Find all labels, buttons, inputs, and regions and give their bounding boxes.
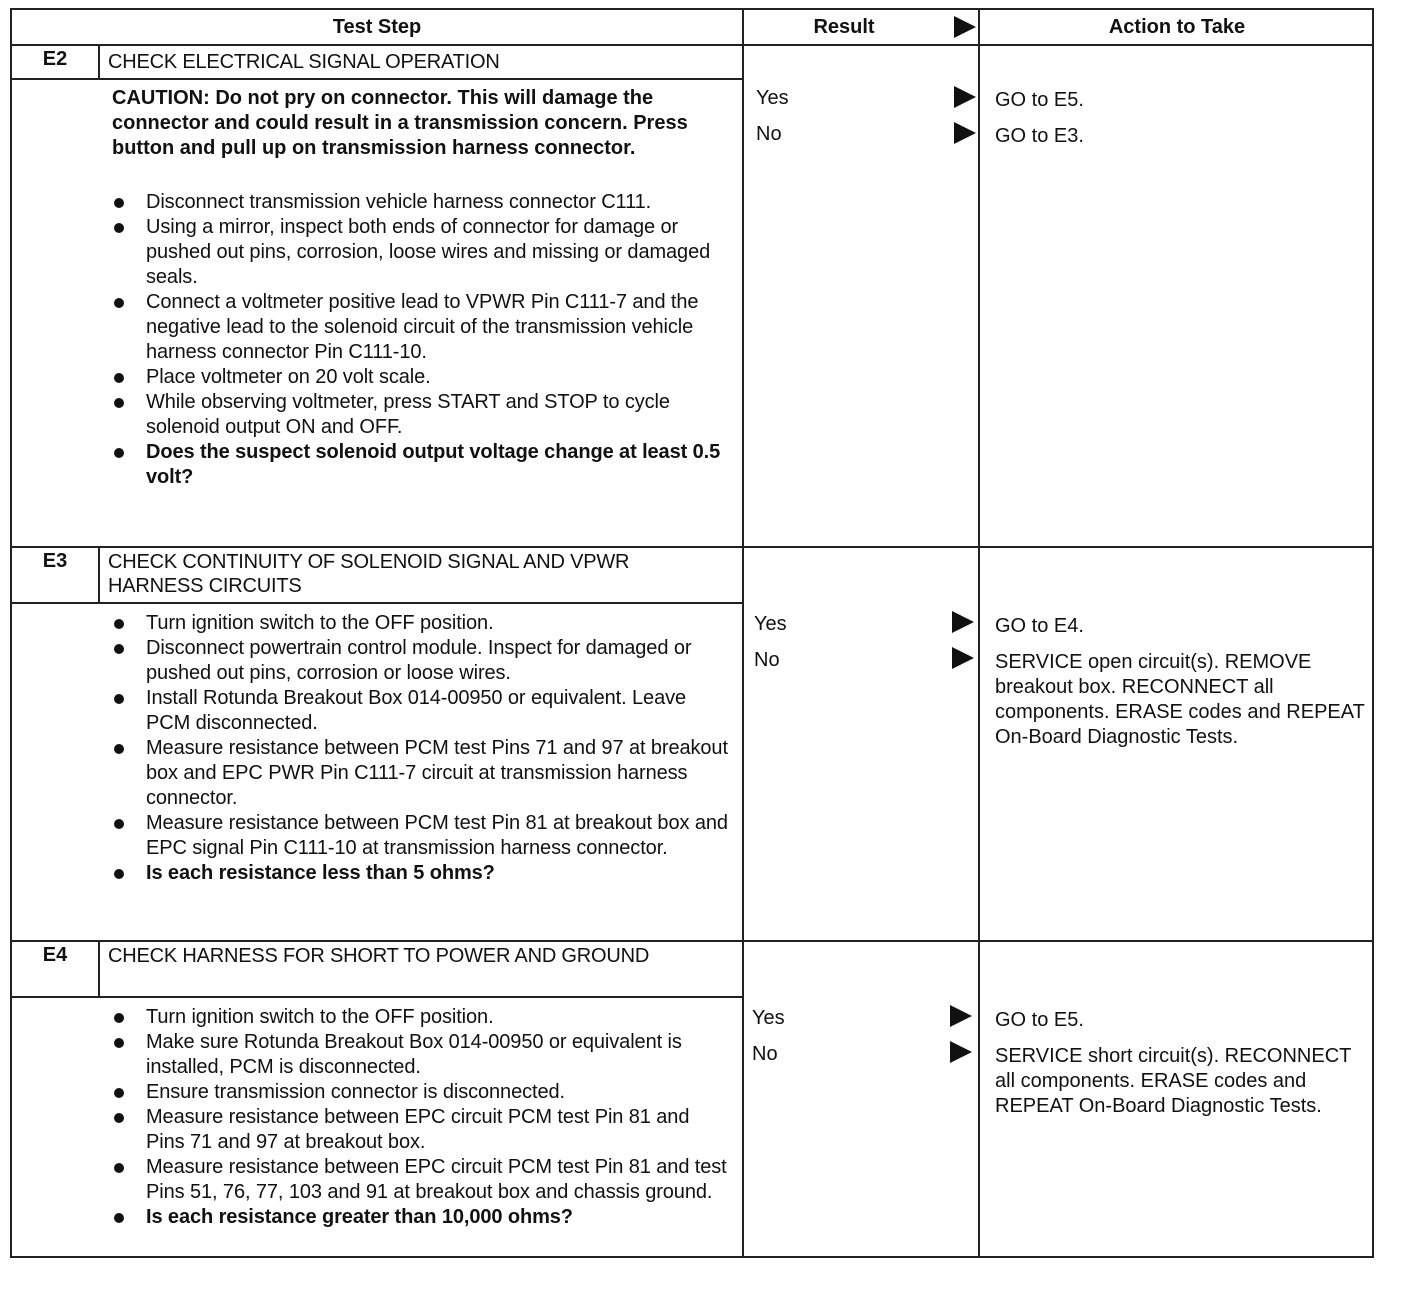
bullet-icon [114, 198, 124, 208]
bullet-icon [114, 448, 124, 458]
step-id: E2 [42, 48, 68, 70]
step-procedure-list [108, 1005, 733, 1230]
step-id: E4 [42, 944, 68, 966]
bullet-icon [114, 1038, 124, 1048]
list-item: Disconnect transmission vehicle harness connector C111. [108, 190, 733, 215]
list-item: Install Rotunda Breakout Box 014-00950 or equivalent. Leave PCM disconnected. [108, 686, 733, 736]
bullet-icon [114, 298, 124, 308]
header-divider [12, 44, 1372, 46]
list-item: Using a mirror, inspect both ends of connector for damage or pushed out pins, corrosion, loose wires and missing or damaged seals. [108, 215, 733, 290]
bullet-icon [114, 619, 124, 629]
list-item: Measure resistance between PCM test Pins 71 and 97 at breakout box and EPC PWR Pin C111-7 circuit at transmission harness connector. [108, 736, 733, 811]
list-item: Connect a voltmeter positive lead to VPWR Pin C111-7 and the negative lead to the solenoid circuit of the transmission vehicle harness connector Pin C111-10. [108, 290, 733, 365]
list-item: Turn ignition switch to the OFF position. [108, 1005, 733, 1030]
action-yes: GO to E5. [995, 1009, 1084, 1031]
list-item: Disconnect powertrain control module. Inspect for damaged or pushed out pins, corrosion or loose wires. [108, 636, 733, 686]
step-id-divider [98, 44, 100, 80]
bullet-icon [114, 1213, 124, 1223]
bullet-icon [114, 644, 124, 654]
list-item: Ensure transmission connector is disconnected. [108, 1080, 733, 1105]
list-item: Is each resistance less than 5 ohms? [108, 861, 733, 886]
header-action: Action to Take [1108, 16, 1246, 38]
action-yes: GO to E5. [995, 89, 1084, 111]
result-yes: Yes [752, 1007, 785, 1029]
list-item: Measure resistance between EPC circuit PCM test Pin 81 and Pins 71 and 97 at breakout box. [108, 1105, 733, 1155]
list-item: Make sure Rotunda Breakout Box 014-00950 or equivalent is installed, PCM is disconnected. [108, 1030, 733, 1080]
caution-text: CAUTION: Do not pry on connector. This will damage the connector and could result in a transmission concern. Press button and pull up on transmission harness connector. [112, 87, 688, 159]
bullet-icon [114, 398, 124, 408]
result-no: No [756, 123, 782, 145]
step-id-divider [98, 940, 100, 998]
bullet-icon [114, 223, 124, 233]
list-item: Measure resistance between PCM test Pin 81 at breakout box and EPC signal Pin C111-10 at transmission harness connector. [108, 811, 733, 861]
arrow-icon [954, 86, 976, 108]
bullet-icon [114, 1163, 124, 1173]
bullet-icon [114, 819, 124, 829]
step-title: CHECK ELECTRICAL SIGNAL OPERATION [108, 51, 500, 73]
action-no: SERVICE short circuit(s). RECONNECT all components. ERASE codes and REPEAT On-Board Diagnostic Tests. [995, 1045, 1351, 1117]
arrow-icon [954, 16, 976, 38]
list-item: Does the suspect solenoid output voltage change at least 0.5 volt? [108, 440, 733, 490]
bullet-icon [114, 1113, 124, 1123]
list-item: Is each resistance greater than 10,000 ohms? [108, 1205, 733, 1230]
result-no: No [754, 649, 780, 671]
list-item: Measure resistance between EPC circuit PCM test Pin 81 and test Pins 51, 76, 77, 103 and 91 at breakout box and chassis ground. [108, 1155, 733, 1205]
column-divider [978, 10, 980, 1256]
diagnostic-table [10, 8, 1374, 1258]
list-item: Turn ignition switch to the OFF position. [108, 611, 733, 636]
step-title-divider [12, 602, 742, 604]
bullet-icon [114, 869, 124, 879]
arrow-icon [950, 1041, 972, 1063]
result-no: No [752, 1043, 778, 1065]
list-item: Place voltmeter on 20 volt scale. [108, 365, 733, 390]
step-id-divider [98, 546, 100, 604]
step-title: CHECK HARNESS FOR SHORT TO POWER AND GROUND [108, 945, 650, 967]
action-no: GO to E3. [995, 125, 1084, 147]
action-no: SERVICE open circuit(s). REMOVE breakout box. RECONNECT all components. ERASE codes and REPEAT On-Board Diagnostic Tests. [995, 651, 1365, 748]
step-procedure-list [108, 190, 733, 490]
header-test-step: Test Step [332, 16, 422, 38]
list-item: While observing voltmeter, press START and STOP to cycle solenoid output ON and OFF. [108, 390, 733, 440]
action-yes: GO to E4. [995, 615, 1084, 637]
bullet-icon [114, 1088, 124, 1098]
arrow-icon [950, 1005, 972, 1027]
result-yes: Yes [756, 87, 789, 109]
bullet-icon [114, 744, 124, 754]
step-divider [12, 546, 1372, 548]
step-id: E3 [42, 550, 68, 572]
result-yes: Yes [754, 613, 787, 635]
bullet-icon [114, 1013, 124, 1023]
step-title: CHECK CONTINUITY OF SOLENOID SIGNAL AND VPWR HARNESS CIRCUITS [108, 551, 630, 597]
step-title-divider [12, 996, 742, 998]
column-divider [742, 10, 744, 1256]
step-divider [12, 940, 1372, 942]
arrow-icon [952, 647, 974, 669]
arrow-icon [954, 122, 976, 144]
arrow-icon [952, 611, 974, 633]
bullet-icon [114, 694, 124, 704]
step-title-divider [12, 78, 742, 80]
step-procedure-list [108, 611, 733, 886]
header-result: Result [813, 16, 875, 38]
bullet-icon [114, 373, 124, 383]
